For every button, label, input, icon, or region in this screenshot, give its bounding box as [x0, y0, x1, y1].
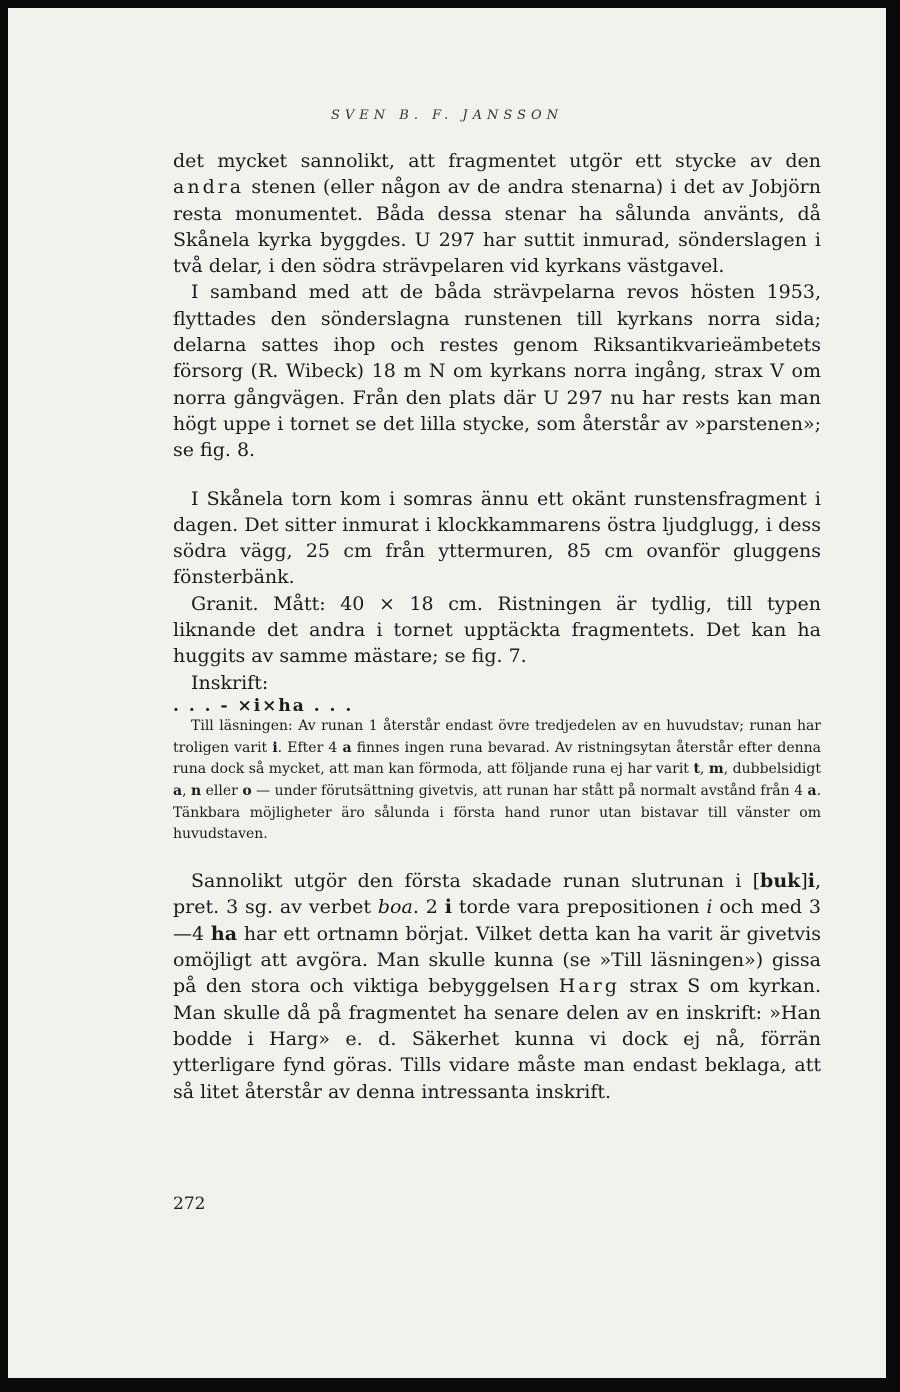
- paragraph-1: det mycket sannolikt, att fragmentet utgör ett stycke av den andra stenen (eller någon av de andra stenarna) i det av Jobjörn resta monumentet. Båda dessa stenar ha sålunda använts, då Skånela kyrka byggdes. U 297 har suttit inmurad, sönderslagen i två delar, i den södra strävpelaren vid kyrkans västgavel.: [173, 150, 821, 278]
- paragraph-5: Sannolikt utgör den första skadade runan slutrunan i [buk]i, pret. 3 sg. av verbet boa. 2 i torde vara prepositionen i och med 3—4 ha har ett ortnamn börjat. Vilket detta kan ha varit är givetvis omöjligt att avgöra. Man skulle kunna (se »Till läsningen») gissa på den stora och viktiga bebyggelsen Harg strax S om kyrkan. Man skulle då på fragmentet ha senare delen av en inskrift: »Han bodde i Harg» e. d. Säkerhet kunna vi dock ej nå, förrän ytterligare fynd göras. Tills vidare måste man endast beklaga, att så litet återstår av denna intressanta inskrift.: [173, 870, 821, 1103]
- running-header: SVEN B. F. JANSSON: [331, 108, 563, 123]
- text-column: [173, 148, 821, 1105]
- book-page: [8, 8, 886, 1378]
- reading-note: Till läsningen: Av runan 1 återstår endast övre tredjedelen av en huvudstav; runan har troligen varit i. Efter 4 a finnes ingen runa bevarad. Av ristningsytan återstår efter denna runa dock så mycket, att man kan förmoda, att följande runa ej har varit t, m, dubbelsidigt a, n eller o — under förutsättning givetvis, att runan har stått på normalt avstånd från 4 a. Tänkbara möjligheter äro sålunda i första hand runor utan bistavar till vänster om huvudstaven.: [173, 717, 822, 843]
- inskrift-label: Inskrift:: [191, 671, 269, 694]
- page-number: 272: [173, 1194, 206, 1214]
- paragraph-4: Granit. Mått: 40 × 18 cm. Ristningen är tydlig, till typen liknande det andra i tornet upptäckta fragmentets. Det kan ha huggits av samme mästare; se fig. 7.: [173, 592, 821, 668]
- paragraph-3: I Skånela torn kom i somras ännu ett okänt runstensfragment i dagen. Det sitter inmurat i klockkammarens östra ljudglugg, i dess södra vägg, 25 cm från yttermuren, 85 cm ovanför gluggens fönsterbänk.: [173, 487, 821, 589]
- spaced-word: andra: [173, 176, 245, 199]
- paragraph-2: I samband med att de båda strävpelarna revos hösten 1953, flyttades den sönderslagna runstenen till kyrkans norra sida; delarna sattes ihop och restes genom Riksantikvarieämbetets försorg (R. Wibeck) 18 m N om kyrkans norra ingång, strax V om norra gångvägen. Från den plats där U 297 nu har rests kan man högt uppe i tornet se det lilla stycke, som återstår av »parstenen»; se fig. 8.: [173, 281, 821, 462]
- inscription-text: . . . - ×i×ha . . .: [173, 695, 354, 716]
